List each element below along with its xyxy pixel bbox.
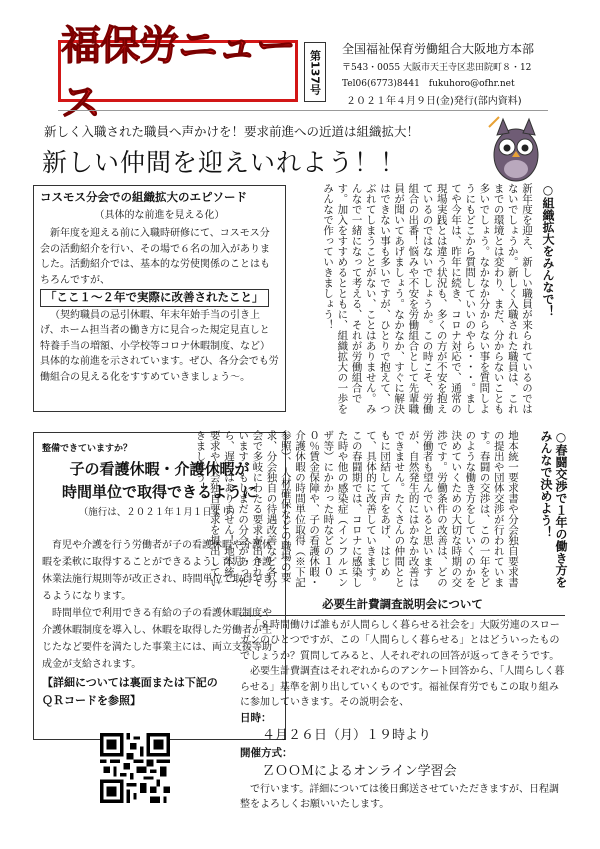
column2-heading: ○春闘交渉で１年の働き方をみんなで決めよう！ xyxy=(539,430,568,588)
briefing-format-value: ＺＯＯＭによるオンライン学習会 xyxy=(262,763,457,779)
childcare-note-line2: ＱＲコードを参照】 xyxy=(42,694,141,707)
header-divider xyxy=(58,110,548,111)
childcare-title-line1: 子の看護休暇・介護休暇が xyxy=(69,460,250,478)
childcare-subtitle: （施行は、２０２１年１月１日より） xyxy=(78,507,241,518)
issue-date: ２０２１年４月９日(金)発行(部内資料) xyxy=(346,96,522,107)
childcare-paragraph-1: 育児や介護を行う労働者が子の看護休暇や介護休暇を柔軟に取得することができるよう、育児・介護休業法施行規則等が改正され、時間単位で取得できるようになります。 xyxy=(42,540,273,602)
column1-heading: ○組織拡大をみんなで！ xyxy=(541,183,555,317)
briefing-date-label: 日時： xyxy=(240,711,272,724)
org-contact: Tel06(6773)8441 fukuhoro@ofhr.net xyxy=(342,79,515,89)
column1-body: 新年度を迎え、新しい職員が来られているのではないでしょうか。新しく入職された職員は、これまでの環境とは変わり、まだ、分からないことも多いでしょう。なかなか分からない事を質問しようにもどこから質問していいのやら・・・。ましてや今年は、昨年に続き、コロナ対応で、通常の現場実践とは違う状況も、多くの方が不安を抱えているのではないでしょうか。この時こそ、労働組合の出番！悩みや不安を労働組合として先輩職員が聞いてあげましょう。なかなか、すぐに解決はできない事も多いですが、ひとりで抱えて、つぶれてしまうことがない、ことはありません。みんなで一緒になって考える、それが労働組合です。加入をすすめるとともに、組織拡大の一歩をみんなで作っていきましょう！ xyxy=(322,183,533,414)
masthead-title: 福保労ニュース xyxy=(61,23,295,126)
cosmos-subtitle: （具体的な前進を見える化） xyxy=(94,209,225,221)
briefing-paragraph-3: で行います。詳細については後日郵送させていただきますが、日程調整をよろしくお願いいたします。 xyxy=(240,783,559,810)
cosmos-paragraph-2: （契約職員の忌引休暇、年末年始手当の引き上げ、ホーム担当者の働き方に見合った規定見直しと特養手当の増額、小学校等コロナ休暇制度、など）具体的な前進を示されています。ぜひ、各分会でも労働組合の見える化をすすめていきましょう～。 xyxy=(40,309,279,383)
tagline: 新しく入職された職員へ声かけを！要求前進への近道は組織拡大！ xyxy=(44,124,420,139)
org-name: 全国福祉保育労働組合大阪地方本部 xyxy=(342,42,535,56)
cosmos-quote: 「ここ１～２年で実際に改善されたこと」 xyxy=(40,289,269,307)
childcare-title-line2: 時間単位で取得できるように xyxy=(61,483,257,501)
cosmos-title: コスモス分会での組織拡大のエピソード xyxy=(40,190,247,204)
cosmos-episode-box xyxy=(33,185,286,412)
org-address: 〒543・0055 大阪市天王寺区悲田院町８・12 xyxy=(342,63,532,73)
briefing-paragraph-2: 必要生計費調査はそれぞれからのアンケート回答から、「人間らしく暮らせる」基準を割り出していくものです。福祉保育労でもこの取り組みに参加していきます。その説明会を、 xyxy=(240,666,565,708)
childcare-note-line1: 【詳細については裏面または下記の xyxy=(42,676,218,689)
childcare-kicker: 整備できていますか？ xyxy=(42,444,133,454)
briefing-paragraph-1: 「８時間働けば誰もが人間らしく暮らせる社会を」大阪労連のスローガンのひとつですが、この「人間らしく暮らせる」とはどういったものでしょうか？質問してみると、人それぞれの回答が返ってきそうです。 xyxy=(240,619,560,662)
masthead-logo xyxy=(58,23,298,126)
column2-body: 地本統一要求書や分会独自要求書の提出や団体交渉が行われています。春闘の交渉は、この一年をどのような働き方をしていくのかを決めていくための大切な時期の交渉です。労働条件の改善は、どの労働者も望んでいると思いますが、自然発生的にはかなか改善はできません。たくさんの仲間とともに団結して声をあげ、はじめて、具体的に改善していきます。この春闘期では、コロナに感染した時や他の感染症（インフルエンザ等）にかかった時などの１００％賃金保障や、子の看護休暇・介護休暇の時間単位取得（※下記参照）、人材確保などの職場の要求、分会独自の待遇改善など各分会で多岐にわたる要求が出されています。もしまだの分会があったら、遅くはありません！地本統一要求や分会独自要求を提出していきましょう！ xyxy=(194,430,519,588)
briefing-format-label: 開催方式： xyxy=(240,747,293,759)
qr-code-icon[interactable] xyxy=(100,733,170,803)
cosmos-paragraph-1: 新年度を迎える前に入職時研修にて、コスモス分会の活動紹介を行い、その場で６名の加入がありました。活動紹介では、基本的な労使関係のことはもちろんですが、 xyxy=(40,228,270,286)
briefing-section xyxy=(240,597,565,812)
page-headline: 新しい仲間を迎えいれよう！！ xyxy=(42,148,407,177)
childcare-paragraph-2: 時間単位で利用できる有給の子の看護休暇制度や介護休暇制度を導入し、休暇を取得した労働者が生じたなど要件を満たした事業主には、両立支援等助成金が支給されます。 xyxy=(42,608,272,670)
issue-number: 第137号 xyxy=(304,42,326,102)
briefing-date-value: ４月２６日（月）１９時より xyxy=(262,728,432,743)
owl-mascot-icon xyxy=(485,113,547,185)
briefing-title: 必要生計費調査説明会について xyxy=(240,597,565,616)
